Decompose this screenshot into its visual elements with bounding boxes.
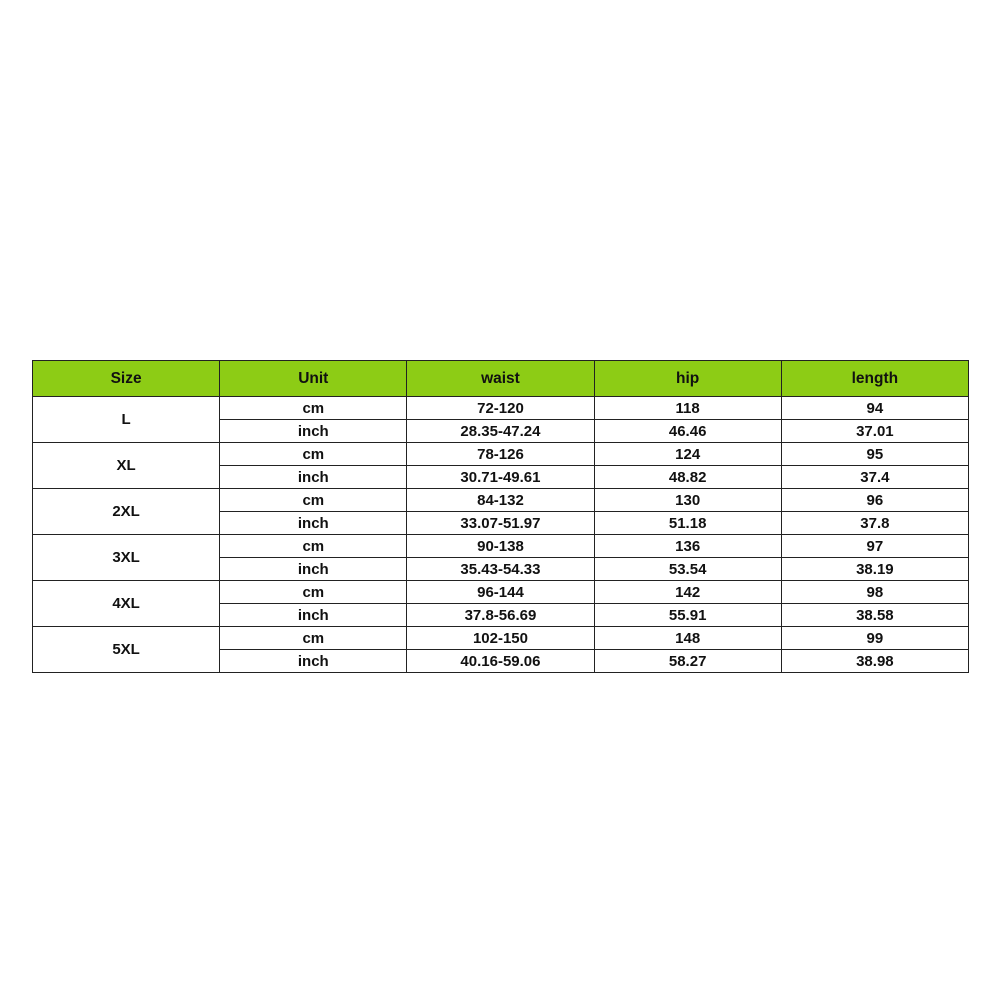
- unit-cell: inch: [220, 650, 407, 673]
- unit-cell: inch: [220, 512, 407, 535]
- hip-cell: 48.82: [594, 466, 781, 489]
- table-row: [33, 443, 969, 466]
- waist-cell: 78-126: [407, 443, 594, 466]
- waist-cell: 33.07-51.97: [407, 512, 594, 535]
- length-cell: 37.4: [781, 466, 968, 489]
- unit-cell: cm: [220, 627, 407, 650]
- waist-cell: 30.71-49.61: [407, 466, 594, 489]
- size-chart-table: [32, 360, 969, 673]
- length-cell: 96: [781, 489, 968, 512]
- waist-cell: 35.43-54.33: [407, 558, 594, 581]
- waist-cell: 84-132: [407, 489, 594, 512]
- hip-cell: 46.46: [594, 420, 781, 443]
- waist-cell: 37.8-56.69: [407, 604, 594, 627]
- length-cell: 95: [781, 443, 968, 466]
- header-hip: hip: [594, 361, 781, 397]
- length-cell: 94: [781, 397, 968, 420]
- size-cell: XL: [33, 443, 220, 489]
- unit-cell: cm: [220, 581, 407, 604]
- header-length: length: [781, 361, 968, 397]
- unit-cell: cm: [220, 535, 407, 558]
- waist-cell: 28.35-47.24: [407, 420, 594, 443]
- header-waist: waist: [407, 361, 594, 397]
- unit-cell: cm: [220, 397, 407, 420]
- length-cell: 38.58: [781, 604, 968, 627]
- size-cell: L: [33, 397, 220, 443]
- table-row: [33, 581, 969, 604]
- hip-cell: 124: [594, 443, 781, 466]
- size-cell: 5XL: [33, 627, 220, 673]
- length-cell: 38.98: [781, 650, 968, 673]
- waist-cell: 102-150: [407, 627, 594, 650]
- waist-cell: 96-144: [407, 581, 594, 604]
- unit-cell: cm: [220, 443, 407, 466]
- size-cell: 3XL: [33, 535, 220, 581]
- waist-cell: 40.16-59.06: [407, 650, 594, 673]
- header-row: [33, 361, 969, 397]
- unit-cell: inch: [220, 420, 407, 443]
- hip-cell: 142: [594, 581, 781, 604]
- hip-cell: 118: [594, 397, 781, 420]
- size-cell: 2XL: [33, 489, 220, 535]
- table-body: [33, 397, 969, 673]
- length-cell: 97: [781, 535, 968, 558]
- table-row: [33, 397, 969, 420]
- hip-cell: 55.91: [594, 604, 781, 627]
- unit-cell: inch: [220, 466, 407, 489]
- size-cell: 4XL: [33, 581, 220, 627]
- table-header: [33, 361, 969, 397]
- unit-cell: inch: [220, 558, 407, 581]
- waist-cell: 90-138: [407, 535, 594, 558]
- length-cell: 38.19: [781, 558, 968, 581]
- unit-cell: cm: [220, 489, 407, 512]
- hip-cell: 53.54: [594, 558, 781, 581]
- header-size: Size: [33, 361, 220, 397]
- hip-cell: 130: [594, 489, 781, 512]
- table-row: [33, 535, 969, 558]
- length-cell: 99: [781, 627, 968, 650]
- header-unit: Unit: [220, 361, 407, 397]
- hip-cell: 51.18: [594, 512, 781, 535]
- hip-cell: 148: [594, 627, 781, 650]
- length-cell: 98: [781, 581, 968, 604]
- table-row: [33, 627, 969, 650]
- length-cell: 37.01: [781, 420, 968, 443]
- hip-cell: 136: [594, 535, 781, 558]
- waist-cell: 72-120: [407, 397, 594, 420]
- length-cell: 37.8: [781, 512, 968, 535]
- unit-cell: inch: [220, 604, 407, 627]
- hip-cell: 58.27: [594, 650, 781, 673]
- table-row: [33, 489, 969, 512]
